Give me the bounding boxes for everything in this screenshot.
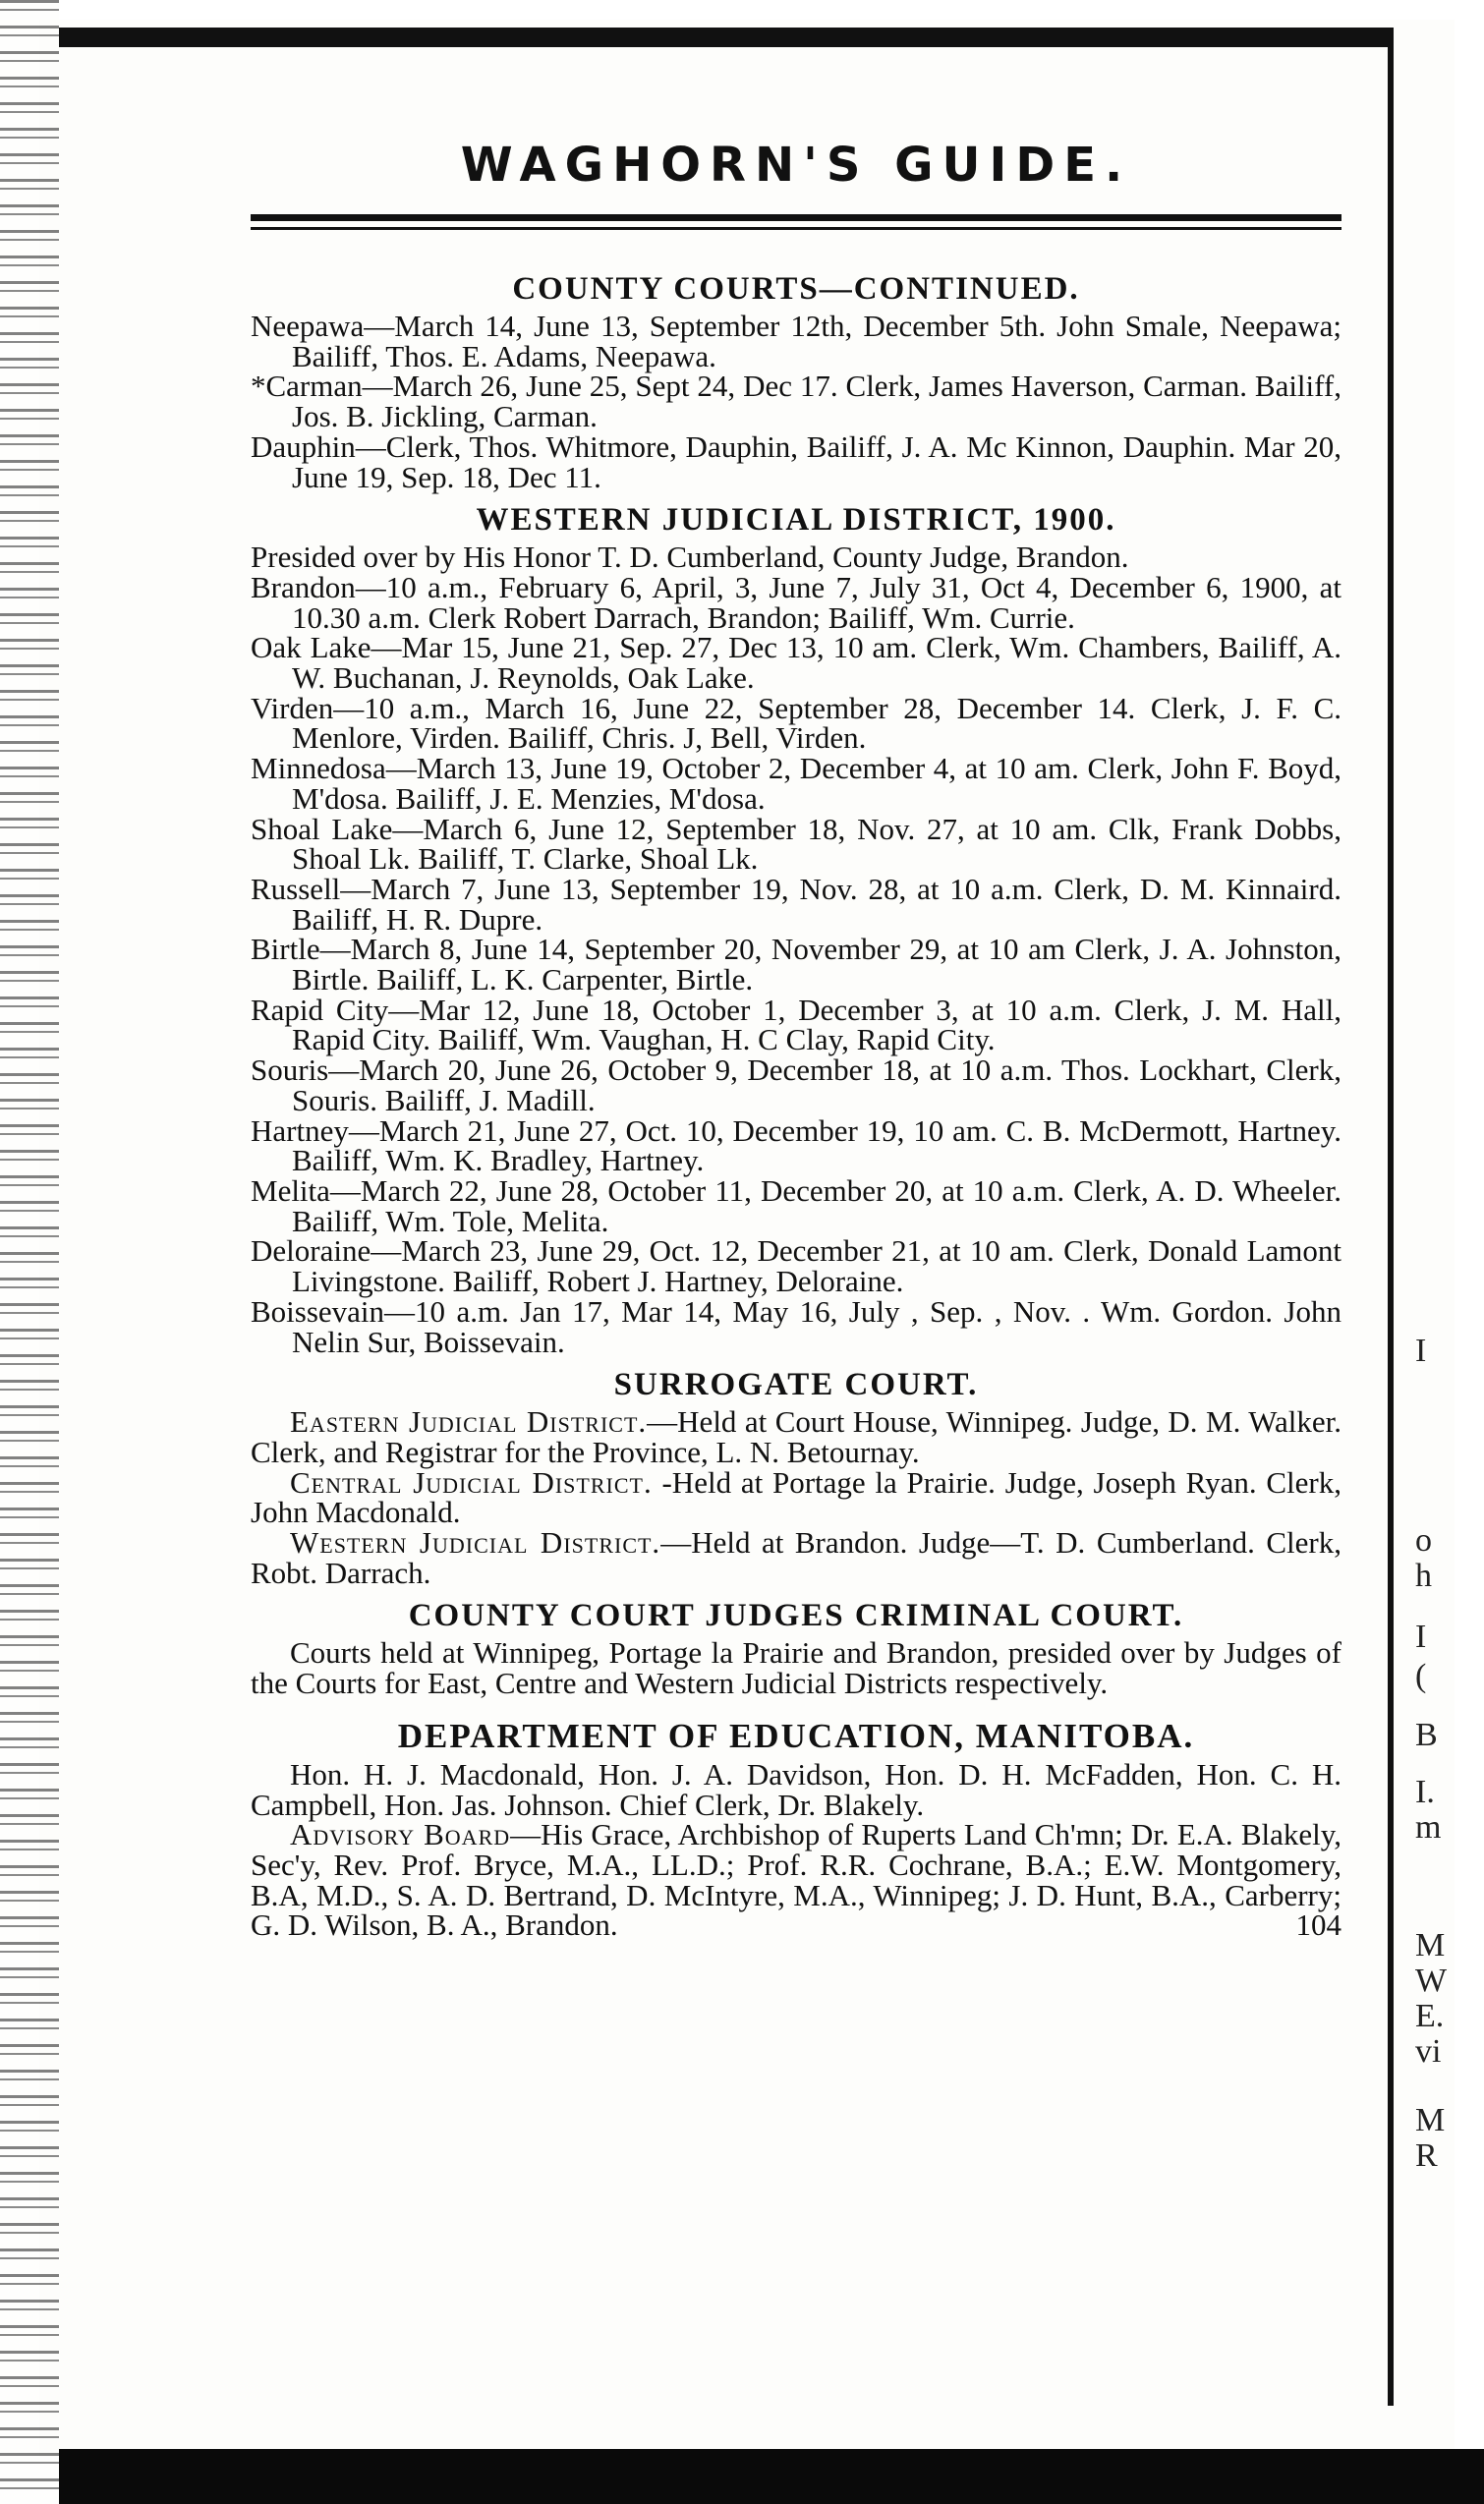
criminal-court-section [251,1598,1341,1701]
section-title: WESTERN JUDICIAL DISTRICT, 1900. [476,502,1116,539]
margin-fragment: B [1415,1717,1438,1753]
header-rule-thick [251,214,1341,221]
advisory-board [251,1817,1341,1943]
top-border [59,28,1394,47]
district-text: —Held at Brandon. Judge—T. D. Cumberland. Clerk, Robt. Darrach. [251,1525,1341,1590]
header-rule-thin [251,227,1341,230]
section-title: COUNTY COURT JUDGES CRIMINAL COURT. [408,1598,1184,1634]
margin-fragment: vi [1415,2033,1442,2070]
margin-fragment: ( [1415,1658,1427,1694]
district-name: Western Judicial District. [290,1525,661,1561]
court-entry: Minnedosa—March 13, June 19, October 2, December 4, at 10 am. Clerk, John F. Boyd, M'dosa. Bailiff, J. E. Menzies, M'dosa. [251,751,1341,816]
right-border-rule [1388,47,1394,2406]
court-entry: Boissevain—10 a.m. Jan 17, Mar 14, May 16, July , Sep. , Nov. . Wm. Gordon. John Nelin Sur, Boissevain. [251,1293,1341,1359]
bottom-border [59,2449,1484,2504]
section-title: SURROGATE COURT. [613,1367,979,1403]
county-courts-section [251,271,1341,492]
margin-fragment: E. [1415,1998,1445,2034]
section-title: DEPARTMENT OF EDUCATION, MANITOBA. [397,1716,1195,1755]
district-name: Eastern Judicial District. [290,1404,648,1440]
court-entry: *Carman—March 26, June 25, Sept 24, Dec 17. Clerk, James Haverson, Carman. Bailiff, Jos. B. Jickling, Carman. [251,369,1341,434]
court-entry: Hartney—March 21, June 27, Oct. 10, December 19, 10 am. C. B. McDermott, Hartney. Bailiff, Wm. K. Bradley, Hartney. [251,1112,1341,1178]
court-entry: Dauphin—Clerk, Thos. Whitmore, Dauphin, Bailiff, J. A. Mc Kinnon, Dauphin. Mar 20, June 19, Sep. 18, Dec 11. [251,428,1341,494]
court-entry: Shoal Lake—March 6, June 12, September 18, Nov. 27, at 10 am. Clk, Frank Dobbs, Shoal Lk. Bailiff, T. Clarke, Shoal Lk. [251,811,1341,877]
margin-fragment: M [1415,1927,1446,1963]
district-text: —Held at Court House, Winnipeg. Judge, D. M. Walker. Clerk, and Registrar for the Province, L. N. Betournay. [251,1404,1341,1469]
surrogate-court-section [251,1367,1341,1588]
court-entry: Oak Lake—Mar 15, June 21, Sep. 27, Dec 13, 10 am. Clerk, Wm. Chambers, Bailiff, A. W. Buchanan, J. Reynolds, Oak Lake. [251,630,1341,696]
court-entry: Melita—March 22, June 28, October 11, December 20, at 10 a.m. Clerk, A. D. Wheeler. Bailiff, Wm. Tole, Melita. [251,1172,1341,1238]
district-paragraph [251,1464,1342,1530]
margin-fragment: I. [1415,1774,1435,1810]
district-paragraph [251,1404,1341,1469]
section-title: COUNTY COURTS—CONTINUED. [512,271,1080,307]
court-entry: Brandon—10 a.m., February 6, April, 3, June 7, July 31, Oct 4, December 6, 1900, at 10.30 a.m. Clerk Robert Darrach, Brandon; Bailiff, Wm. Currie. [251,569,1341,635]
margin-fragment: R [1415,2137,1438,2174]
court-entry: Rapid City—Mar 12, June 18, October 1, December 3, at 10 a.m. Clerk, J. M. Hall, Rapid City. Bailiff, Wm. Vaughan, H. C Clay, Rapid City. [251,992,1341,1057]
margin-fragment: h [1415,1558,1432,1594]
education-section [251,1717,1341,1941]
district-text: -Held at Portage la Prairie. Judge, Joseph Ryan. Clerk, John Macdonald. [251,1464,1342,1530]
margin-fragment: o [1415,1522,1432,1559]
district-paragraph [251,1525,1341,1590]
margin-fragment: I [1415,1619,1427,1655]
court-entry: Deloraine—March 23, June 29, Oct. 12, December 21, at 10 am. Clerk, Donald Lamont Livingstone. Bailiff, Robert J. Hartney, Deloraine. [251,1233,1341,1299]
court-entry: Virden—10 a.m., March 16, June 22, September 28, December 14. Clerk, J. F. C. Menlore, Virden. Bailiff, Chris. J, Bell, Virden. [251,690,1341,756]
department-members: Hon. H. J. Macdonald, Hon. J. A. Davidson, Hon. D. H. McFadden, Hon. C. H. Campbell, Hon. Jas. Johnson. Chief Clerk, Dr. Blakely. [251,1756,1341,1822]
court-entry: Birtle—March 8, June 14, September 20, November 29, at 10 am Clerk, J. A. Johnston, Birtle. Bailiff, L. K. Carpenter, Birtle. [251,932,1341,997]
running-header: WAGHORN'S GUIDE. [460,138,1132,193]
advisory-board-label: Advisory Board [290,1817,511,1852]
margin-fragment: m [1415,1809,1442,1846]
district-name: Central Judicial District. [290,1464,653,1500]
advisory-board-text: —His Grace, Archbishop of Ruperts Land Ch'mn; Dr. E.A. Blakely, Sec'y, Rev. Prof. Bryce, M.A., LL.D.; Prof. R.R. Cochrane, B.A.; E.W. Montgomery, B.A, M.D., S. A. D. Bertrand, D. McIntyre, M.A., Winnipeg; J. D. Hunt, B.A., Carberry; G. D. Wilson, B. A., Brandon. [251,1817,1341,1943]
page-content [251,138,1341,1941]
criminal-court-text: Courts held at Winnipeg, Portage la Prairie and Brandon, presided over by Judges of the Courts for East, Centre and Western Judicial Districts respectively. [251,1635,1341,1701]
page-number: 104 [1295,1907,1341,1943]
margin-fragment: W [1415,1963,1448,1999]
adjacent-page-fragments [1415,1317,1484,2174]
binding-edge [0,0,59,2504]
court-entry: Presided over by His Honor T. D. Cumberland, County Judge, Brandon. [251,540,1129,575]
margin-fragment: M [1415,2102,1446,2138]
court-entry: Souris—March 20, June 26, October 9, December 18, at 10 a.m. Thos. Lockhart, Clerk, Souris. Bailiff, J. Madill. [251,1053,1341,1117]
western-district-section [251,502,1341,1357]
margin-fragment: I [1415,1333,1427,1369]
court-entry: Russell—March 7, June 13, September 19, Nov. 28, at 10 a.m. Clerk, D. M. Kinnaird. Bailiff, H. R. Dupre. [251,871,1341,937]
court-entry: Neepawa—March 14, June 13, September 12th, December 5th. John Smale, Neepawa; Bailiff, Thos. E. Adams, Neepawa. [251,309,1341,373]
